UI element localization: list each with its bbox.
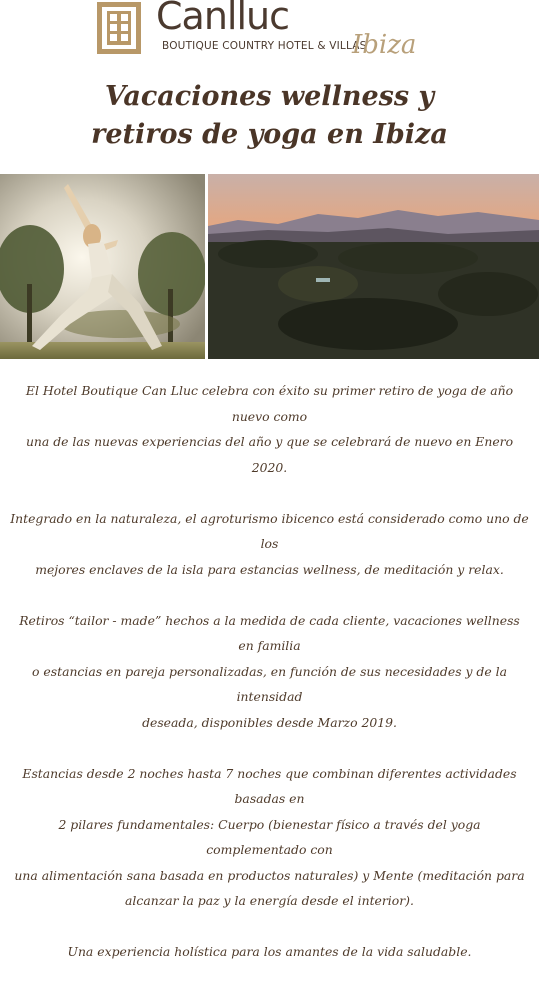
hotel-header: [0, 0, 539, 62]
text-line: o estancias en pareja personalizadas, en función de sus necesidades y de la intensidad: [32, 663, 507, 704]
text-line: 2 pilares fundamentales: Cuerpo (bienestar físico a través del yoga complementado con: [58, 816, 481, 857]
text-line: alcanzar la paz y la energía desde el interior).: [125, 893, 414, 908]
text-line: deseada, disponibles desde Marzo 2019.: [142, 714, 397, 730]
paragraph: [10, 939, 529, 965]
text-line: Integrado en la naturaleza, el agroturismo ibicenco está considerado como uno de los: [10, 510, 529, 551]
paragraph: [10, 378, 529, 480]
article-body: [10, 378, 529, 990]
brand-subtitle: BOUTIQUE COUNTRY HOTEL & VILLAS: [162, 40, 367, 52]
paragraph: [10, 506, 529, 583]
brand-location: Ibiza: [352, 30, 417, 60]
text-line: Estancias desde 2 noches hasta 7 noches que combinan diferentes actividades basadas en: [22, 765, 517, 806]
ibiza-sunset-landscape-photo: [208, 174, 539, 359]
text-line: El Hotel Boutique Can Lluc celebra con éxito su primer retiro de yoga de año nuevo como: [25, 383, 514, 424]
window-emblem-icon: [97, 2, 141, 54]
text-line: una de las nuevas experiencias del año y que se celebrará de nuevo en Enero 2020.: [25, 434, 514, 475]
title-line: retiros de yoga en Ibiza: [91, 119, 448, 150]
title-line: Vacaciones wellness y: [104, 81, 435, 112]
brand-name: Canlluc: [156, 0, 289, 38]
paragraph: [10, 761, 529, 914]
paragraph: [10, 608, 529, 736]
yoga-pose-photo: [0, 174, 205, 359]
page-title: [0, 78, 539, 154]
text-line: Una experiencia holística para los amantes de la vida saludable.: [67, 944, 472, 959]
text-line: una alimentación sana basada en productos naturales) y Mente (meditación para: [14, 867, 525, 883]
text-line: Retiros “tailor - made” hechos a la medida de cada cliente, vacaciones wellness en familia: [19, 612, 520, 653]
text-line: mejores enclaves de la isla para estancias wellness, de meditación y relax.: [35, 561, 504, 577]
